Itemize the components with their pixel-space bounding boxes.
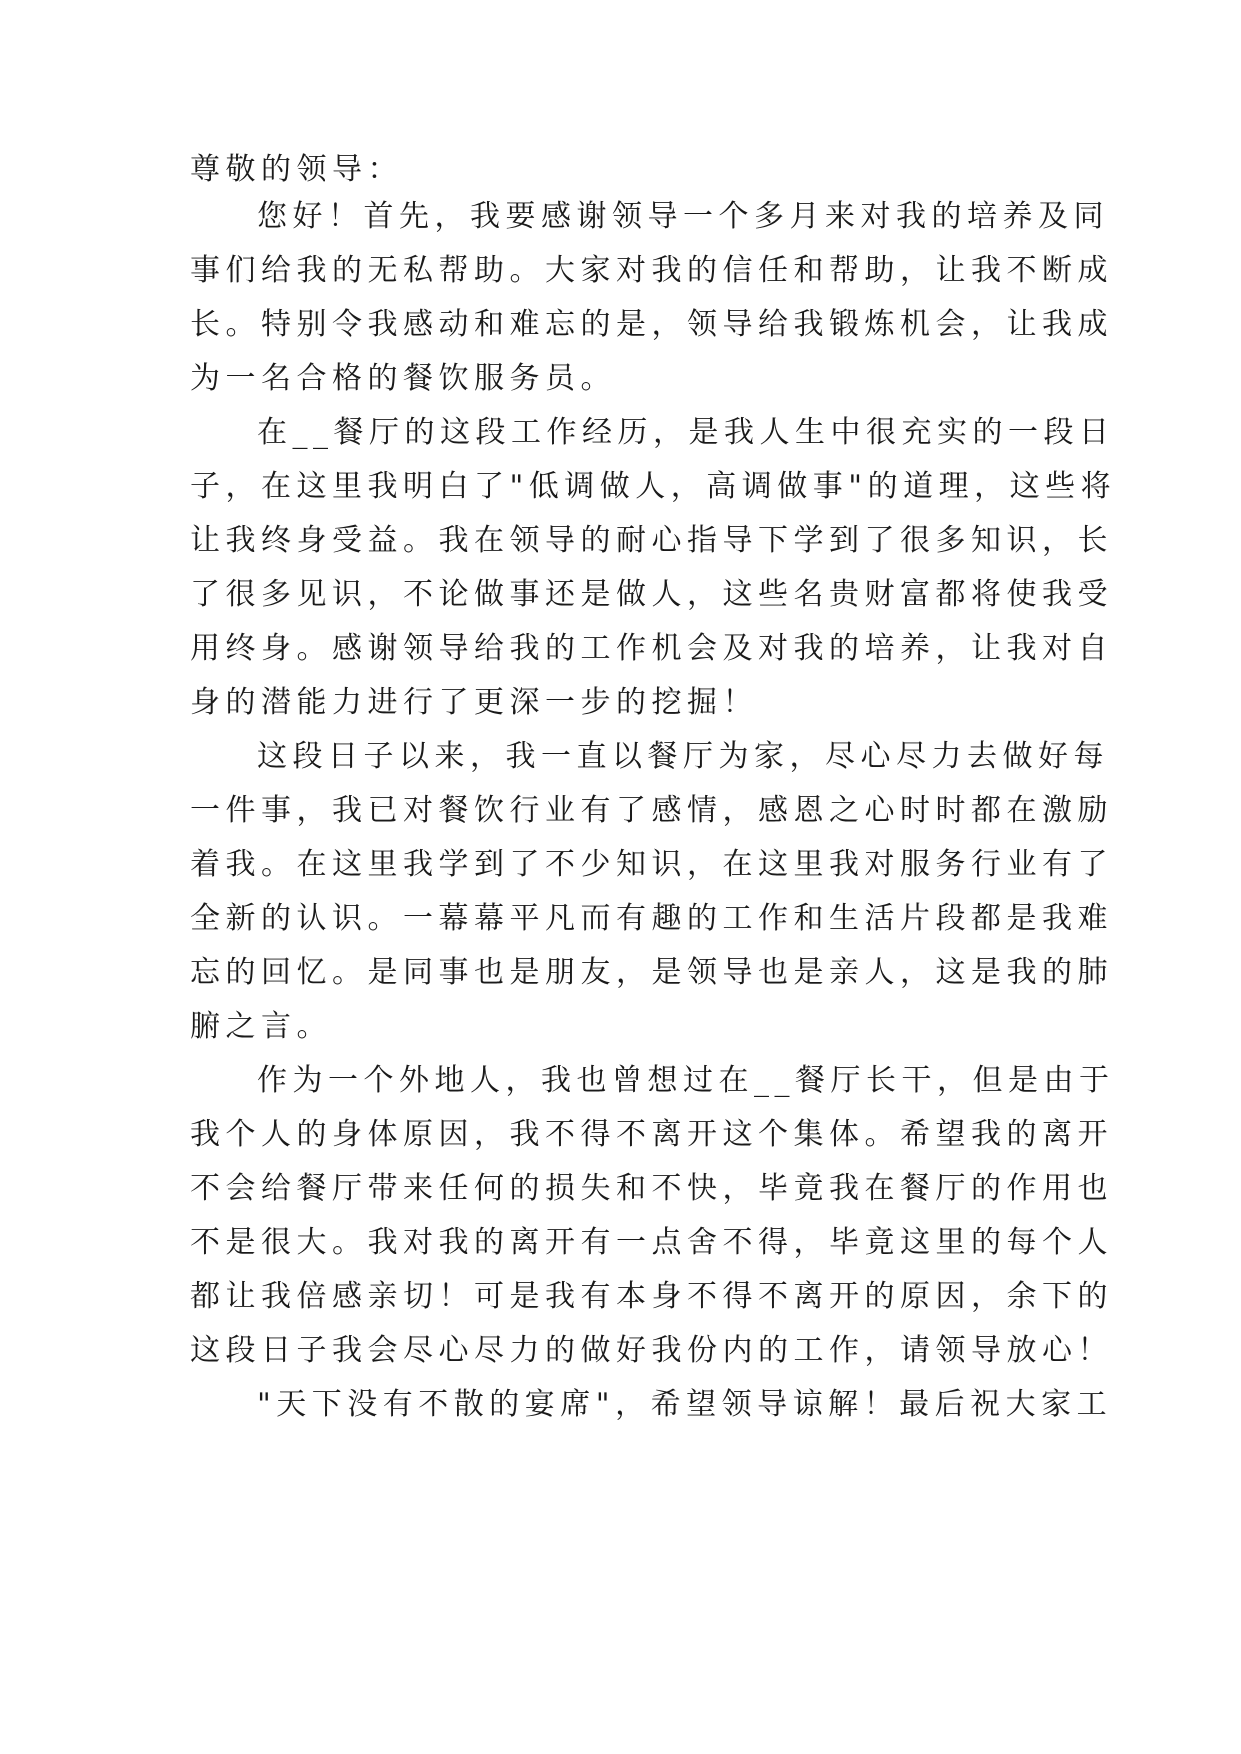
paragraph-3-line-6: 腑之言。 bbox=[190, 1009, 332, 1044]
paragraph-4-line-1: 作为一个外地人，我也曾想过在__餐厅长干，但是由于 bbox=[257, 1063, 1115, 1098]
paragraph-3-line-5: 忘的回忆。是同事也是朋友，是领导也是亲人，这是我的肺 bbox=[190, 955, 1113, 990]
paragraph-2-line-4: 了很多见识，不论做事还是做人，这些名贵财富都将使我受 bbox=[190, 577, 1113, 612]
paragraph-3-line-2: 一件事，我已对餐饮行业有了感情，感恩之心时时都在激励 bbox=[190, 793, 1113, 828]
paragraph-3-line-4: 全新的认识。一幕幕平凡而有趣的工作和生活片段都是我难 bbox=[190, 901, 1113, 936]
paragraph-4-line-6: 这段日子我会尽心尽力的做好我份内的工作，请领导放心！ bbox=[190, 1333, 1113, 1368]
paragraph-1-line-1: 您好！首先，我要感谢领导一个多月来对我的培养及同 bbox=[257, 199, 1109, 234]
paragraph-4-line-5: 都让我倍感亲切！可是我有本身不得不离开的原因，余下的 bbox=[190, 1279, 1113, 1314]
paragraph-4-line-2: 我个人的身体原因，我不得不离开这个集体。希望我的离开 bbox=[190, 1117, 1113, 1152]
paragraph-2-line-3: 让我终身受益。我在领导的耐心指导下学到了很多知识，长 bbox=[190, 523, 1113, 558]
paragraph-4-line-3: 不会给餐厅带来任何的损失和不快，毕竟我在餐厅的作用也 bbox=[190, 1171, 1113, 1206]
paragraph-2-line-6: 身的潜能力进行了更深一步的挖掘！ bbox=[190, 685, 758, 720]
paragraph-2-line-1: 在__餐厅的这段工作经历，是我人生中很充实的一段日 bbox=[257, 415, 1115, 450]
paragraph-3-line-1: 这段日子以来，我一直以餐厅为家，尽心尽力去做好每 bbox=[257, 739, 1109, 774]
paragraph-1-line-4: 为一名合格的餐饮服务员。 bbox=[190, 361, 616, 396]
paragraph-5-line-1: "天下没有不散的宴席"，希望领导谅解！最后祝大家工 bbox=[257, 1387, 1113, 1422]
paragraph-1-line-2: 事们给我的无私帮助。大家对我的信任和帮助，让我不断成 bbox=[190, 253, 1113, 288]
paragraph-4-line-4: 不是很大。我对我的离开有一点舍不得，毕竟这里的每个人 bbox=[190, 1225, 1113, 1260]
paragraph-1-line-3: 长。特别令我感动和难忘的是，领导给我锻炼机会，让我成 bbox=[190, 307, 1113, 342]
salutation: 尊敬的领导： bbox=[190, 152, 403, 187]
paragraph-2-line-5: 用终身。感谢领导给我的工作机会及对我的培养，让我对自 bbox=[190, 631, 1113, 666]
paragraph-2-line-2: 子，在这里我明白了"低调做人，高调做事"的道理，这些将 bbox=[190, 469, 1117, 504]
paragraph-3-line-3: 着我。在这里我学到了不少知识，在这里我对服务行业有了 bbox=[190, 847, 1113, 882]
